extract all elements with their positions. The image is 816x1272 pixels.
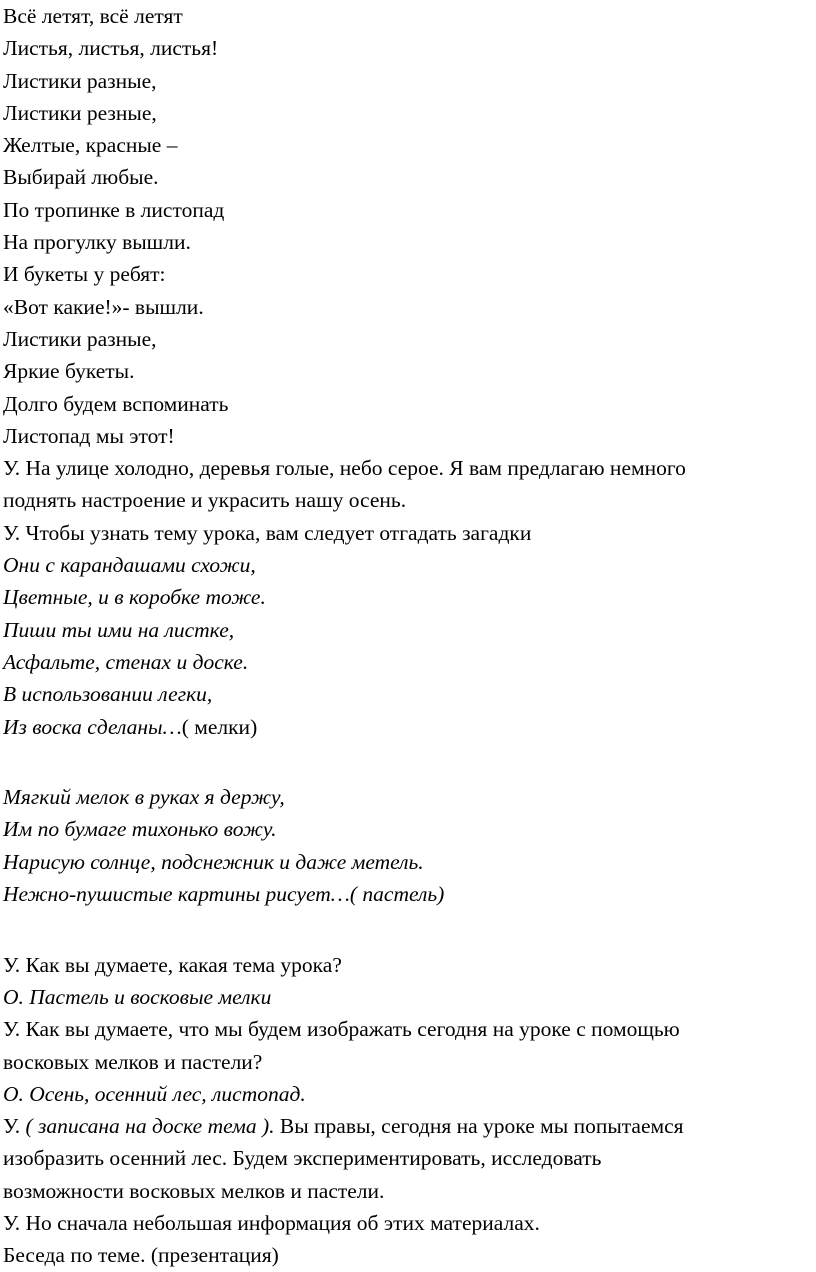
poem-line: Листья, листья, листья! [3, 36, 219, 61]
dialogue [3, 949, 803, 1272]
poem-line: Выбирай любые. [3, 165, 159, 190]
poem [3, 0, 803, 452]
teacher-intro [3, 452, 803, 549]
poem-line: Яркие букеты. [3, 359, 135, 384]
riddle-last-line [3, 711, 803, 743]
riddle-line: Нарисую солнце, подснежник и даже метель. [3, 849, 424, 874]
riddle-line: Асфальте, стенах и доске. [3, 649, 249, 674]
riddle-pastel [3, 781, 803, 910]
riddle-line: Цветные, и в коробке тоже. [3, 585, 266, 610]
poem-line: Листики резные, [3, 100, 157, 125]
riddle-line: Мягкий мелок в руках я держу, [3, 785, 285, 810]
teacher-question: У. Как вы думаете, что мы будем изображать сегодня на уроке с помощью [3, 1017, 680, 1042]
poem-line: По тропинке в листопад [3, 197, 225, 222]
poem-line: Желтые, красные – [3, 133, 178, 158]
discussion-note: Беседа по теме. (презентация) [3, 1243, 279, 1268]
riddle-answer: ( мелки) [181, 714, 258, 739]
student-answer: О. Пастель и восковые мелки [3, 984, 272, 1009]
poem-line: «Вот какие!»- вышли. [3, 294, 204, 319]
teacher-question: У. Как вы думаете, какая тема урока? [3, 952, 342, 977]
stage-note: ( записана на доске тема ). [25, 1114, 275, 1139]
student-answer: О. Осень, осенний лес, листопад. [3, 1081, 306, 1106]
teacher-line: У. На улице холодно, деревья голые, небо серое. Я вам предлагаю немного [3, 456, 686, 481]
riddle-line: Нежно-пушистые картины рисует…( пастель) [3, 882, 445, 907]
poem-line: Листопад мы этот! [3, 423, 175, 448]
riddle-line: Им по бумаге тихонько вожу. [3, 817, 277, 842]
teacher-statement [3, 1110, 803, 1142]
teacher-statement-cont: изобразить осенний лес. Будем экспериментировать, исследовать [3, 1146, 602, 1171]
poem-line: Всё летят, всё летят [3, 4, 183, 28]
teacher-question-cont: восковых мелков и пастели? [3, 1049, 263, 1074]
riddle-line: В использовании легки, [3, 682, 213, 707]
riddle-text: Из воска сделаны… [3, 714, 182, 739]
teacher-statement-cont: возможности восковых мелков и пастели. [3, 1178, 385, 1203]
riddle-line: Пиши ты ими на листке, [3, 617, 235, 642]
poem-line: На прогулку вышли. [3, 230, 191, 255]
document-page [3, 0, 803, 1272]
poem-line: Листики разные, [3, 68, 157, 93]
statement-text: Вы правы, сегодня на уроке мы попытаемся [274, 1114, 684, 1139]
poem-line: Листики разные, [3, 326, 157, 351]
spacer [3, 743, 803, 775]
teacher-line: У. Чтобы узнать тему урока, вам следует отгадать загадки [3, 520, 532, 545]
riddle-crayons [3, 549, 803, 743]
poem-line: Долго будем вспоминать [3, 391, 229, 416]
teacher-line: поднять настроение и украсить нашу осень. [3, 488, 407, 513]
poem-line: И букеты у ребят: [3, 262, 166, 287]
teacher-statement: У. Но сначала небольшая информация об этих материалах. [3, 1210, 540, 1235]
speaker-prefix: У. [3, 1114, 26, 1139]
spacer [3, 910, 803, 942]
riddle-line: Они с карандашами схожи, [3, 553, 256, 578]
